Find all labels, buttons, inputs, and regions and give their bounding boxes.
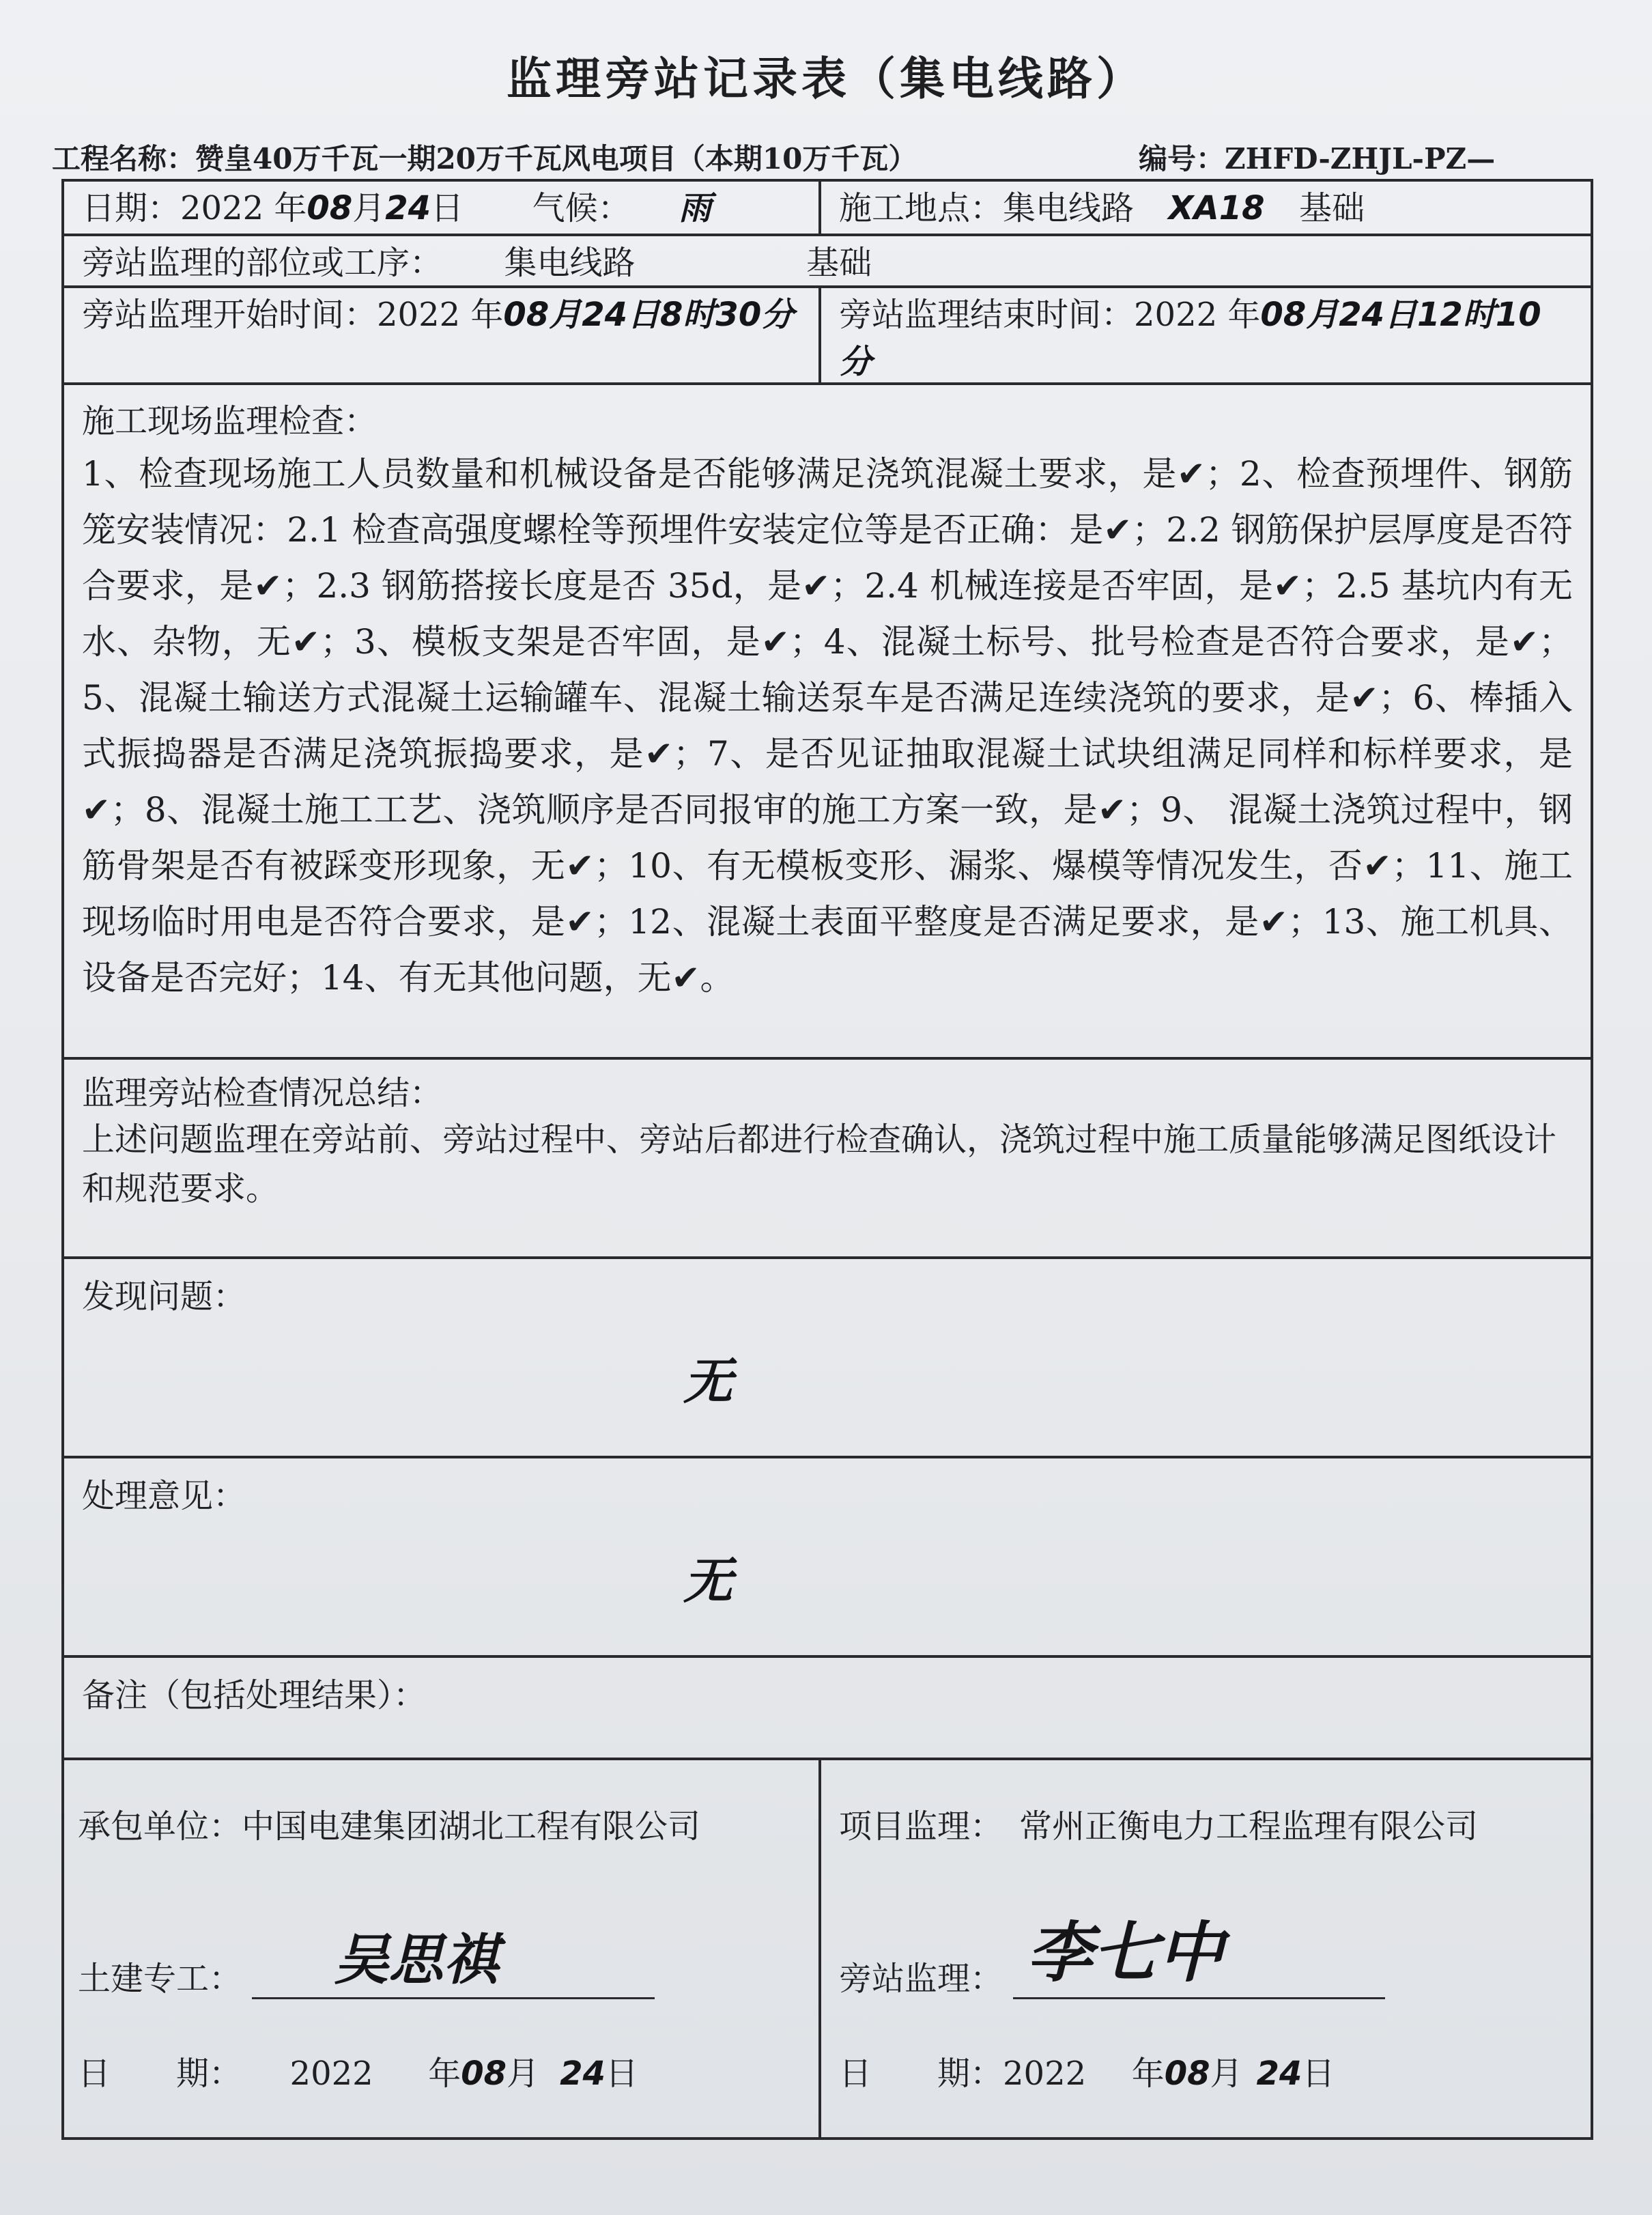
location-label: 施工地点：集电线路 xyxy=(839,189,1135,227)
start-time-cell xyxy=(63,287,820,384)
weather-handwritten: 雨 xyxy=(679,189,712,227)
contractor-date-day: 24 xyxy=(560,2055,606,2093)
opinion-row xyxy=(63,1457,1592,1656)
opinion-heading: 处理意见： xyxy=(82,1477,246,1515)
contractor-unit: 承包单位：中国电建集团湖北工程有限公司 xyxy=(78,1807,701,1846)
location-cell xyxy=(820,180,1592,235)
contractor-date-label: 日 期： xyxy=(78,2055,242,2093)
supervisor-date-month-unit: 月 xyxy=(1210,2055,1243,2093)
end-time-label: 旁站监理结束时间：2022 年 xyxy=(839,296,1261,334)
document-number: 编号：ZHFD-ZHJL-PZ— xyxy=(1139,142,1496,175)
date-label: 日期：2022 年 xyxy=(82,189,307,227)
inspection-text: 1、检查现场施工人员数量和机械设备是否能够满足浇筑混凝土要求，是✔；2、检查预埋件、钢筋笼安装情况：2.1 检查高强度螺栓等预埋件安装定位等是否正确：是✔；2.2 钢筋保护层厚度是否符合要求，是✔；2.3 钢筋搭接长度是否 35d，是✔；2.4 机械连接是否牢固，是✔；2.5 基坑内有无水、杂物，无✔；3、模板支架是否牢固，是✔；4、混凝土标号、批号检查是否符合要求，是✔；5、混凝土输送方式混凝土运输罐车、混凝土输送泵车是否满足连续浇筑的要求，是✔；6、棒插入式振捣器是否满足浇筑振捣要求，是✔；7、是否见证抽取混凝土试块组满足同样和标样要求，是✔；8、混凝土施工工艺、浇筑顺序是否同报审的施工方案一致，是✔；9、 混凝土浇筑过程中，钢筋骨架是否有被踩变形现象，无✔；10、有无模板变形、漏浆、爆模等情况发生，否✔；11、施工现场临时用电是否符合要求，是✔；12、混凝土表面平整度是否满足要求，是✔；13、施工机具、设备是否完好；14、有无其他问题，无✔。 xyxy=(82,454,1573,998)
supervisor-date-label: 日 期： xyxy=(839,2055,1003,2093)
remarks-heading: 备注（包括处理结果）： xyxy=(82,1676,427,1715)
supervisor-cell xyxy=(820,1759,1592,2139)
date-month-handwritten: 08 xyxy=(307,189,353,227)
problems-row xyxy=(63,1258,1592,1457)
date-day-handwritten: 24 xyxy=(385,189,431,227)
weather-label: 气候： xyxy=(532,189,631,227)
summary-text: 上述问题监理在旁站前、旁站过程中、旁站后都进行检查确认，浇筑过程中施工质量能够满足图纸设计和规范要求。 xyxy=(82,1120,1557,1208)
supervisor-date-day: 24 xyxy=(1256,2055,1302,2093)
summary-row xyxy=(63,1058,1592,1258)
contractor-signature-line xyxy=(252,1928,655,1999)
problems-cell xyxy=(63,1258,1592,1457)
supervisor-label: 旁站监理： xyxy=(839,1960,1003,1998)
part-process-label: 旁站监理的部位或工序： xyxy=(82,244,443,282)
inspection-heading: 施工现场监理检查： xyxy=(82,402,378,440)
contractor-date-day-unit: 日 xyxy=(605,2055,638,2093)
start-time-handwritten: 08月24日8时30分 xyxy=(503,296,795,334)
inspection-row xyxy=(63,384,1592,1058)
part-process-row xyxy=(63,235,1592,287)
contractor-date-month: 08 xyxy=(461,2055,507,2093)
supervisor-unit: 项目监理： 常州正衡电力工程监理有限公司 xyxy=(839,1807,1479,1846)
location-handwritten: XA18 xyxy=(1168,189,1265,227)
start-time-label: 旁站监理开始时间：2022 年 xyxy=(82,296,504,334)
contractor-date-year-unit: 年 xyxy=(428,2055,461,2093)
end-time-cell xyxy=(820,287,1592,384)
summary-heading: 监理旁站检查情况总结： xyxy=(82,1074,443,1112)
supervisor-signature-line xyxy=(1013,1915,1385,1999)
supervisor-date-year: 2022 xyxy=(1003,2055,1087,2093)
time-row xyxy=(63,287,1592,384)
part-process-cell xyxy=(63,235,1592,287)
end-time-handwritten: 08月24日12时10分 xyxy=(839,296,1541,381)
remarks-row xyxy=(63,1656,1592,1759)
supervisor-signature: 李七中 xyxy=(1027,1915,1224,1991)
contractor-date-month-unit: 月 xyxy=(507,2055,540,2093)
contractor-engineer-line xyxy=(78,1928,805,1999)
remarks-cell xyxy=(63,1656,1592,1759)
contractor-date-line xyxy=(78,2047,805,2094)
project-name: 工程名称：赞皇40万千瓦一期20万千瓦风电项目（本期10万千瓦） xyxy=(52,142,917,175)
contractor-engineer-label: 土建专工： xyxy=(78,1960,242,1998)
opinion-handwritten: 无 xyxy=(683,1552,732,1609)
supervisor-date-month: 08 xyxy=(1164,2055,1210,2093)
process-value: 基础 xyxy=(806,244,872,282)
inspection-cell xyxy=(63,384,1592,1058)
summary-cell xyxy=(63,1058,1592,1258)
contractor-cell xyxy=(63,1759,820,2139)
date-weather-location-row xyxy=(63,180,1592,235)
supervisor-date-year-unit: 年 xyxy=(1131,2055,1165,2093)
problems-heading: 发现问题： xyxy=(82,1278,246,1316)
part-value: 集电线路 xyxy=(504,244,636,282)
date-weather-cell xyxy=(63,180,820,235)
supervisor-date-line xyxy=(839,2047,1577,2094)
date-month-unit: 月 xyxy=(352,189,386,227)
form-title: 监理旁站记录表（集电线路） xyxy=(507,52,1145,105)
problems-handwritten: 无 xyxy=(683,1353,732,1410)
location-suffix: 基础 xyxy=(1299,189,1365,227)
record-table xyxy=(61,179,1593,2140)
contractor-signature: 吴思祺 xyxy=(334,1928,498,1992)
supervisor-engineer-line xyxy=(839,1915,1577,1999)
supervisor-date-day-unit: 日 xyxy=(1302,2055,1335,2093)
date-day-unit: 日 xyxy=(431,189,464,227)
signature-row xyxy=(63,1759,1592,2139)
opinion-cell xyxy=(63,1457,1592,1656)
contractor-date-year: 2022 xyxy=(289,2055,373,2093)
